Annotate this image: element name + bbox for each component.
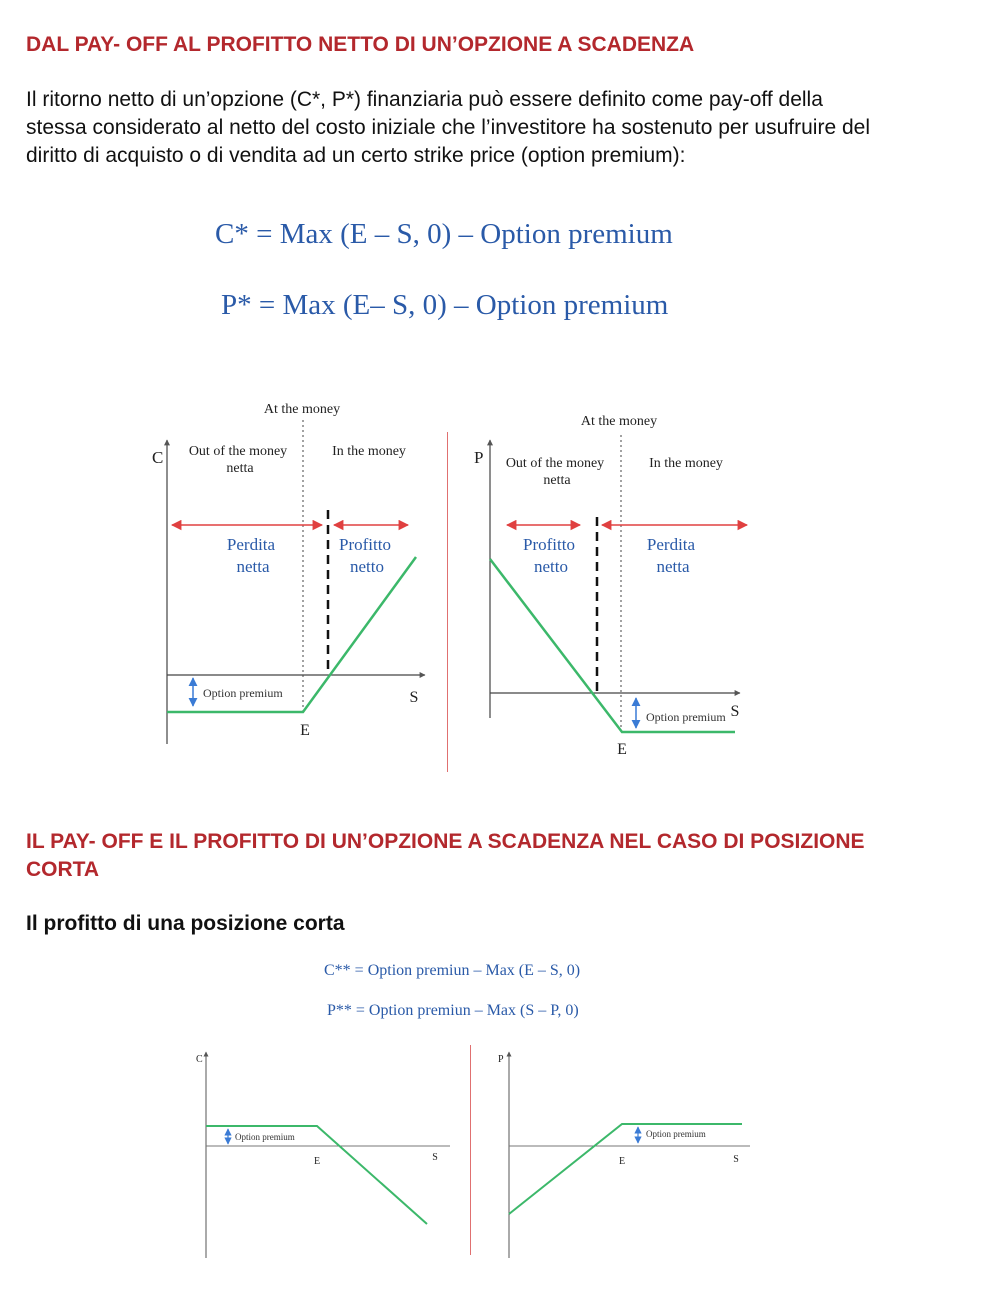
- otm-label-2: netta: [543, 473, 571, 488]
- loss-label: Perdita: [226, 535, 276, 554]
- axis-x-label: S: [730, 703, 740, 720]
- chart-put-long: [0, 380, 1000, 820]
- profit-label-2: netto: [534, 557, 568, 576]
- chart-put-short: [0, 1040, 1000, 1290]
- section-title-long: DAL PAY- OFF AL PROFITTO NETTO DI UN’OPZIONE A SCADENZA: [26, 33, 695, 56]
- formula-call-long: C* = Max (E – S, 0) – Option premium: [215, 218, 673, 250]
- payoff-line: [509, 1124, 742, 1214]
- profit-label-2: netto: [350, 557, 384, 576]
- itm-label: In the money: [649, 456, 723, 471]
- strike-label: E: [617, 741, 627, 758]
- strike-label: E: [618, 1156, 626, 1167]
- intro-line: stessa considerato al netto del costo iniziale che l’investitore ha sostenuto per usufruire del: [26, 116, 870, 139]
- subsection-title: Il profitto di una posizione corta: [26, 912, 345, 935]
- axis-y-label: P: [498, 1054, 504, 1065]
- loss-label-2: netta: [656, 557, 690, 576]
- premium-label: Option premium: [203, 686, 283, 700]
- intro-line: diritto di acquisto o di vendita ad un certo strike price (option premium):: [26, 144, 686, 167]
- section-title-line: IL PAY- OFF E IL PROFITTO DI UN’OPZIONE A SCADENZA NEL CASO DI POSIZIONE: [26, 830, 865, 853]
- section-title-short: [26, 828, 986, 884]
- loss-label: Perdita: [646, 535, 696, 554]
- otm-label: Out of the money: [188, 444, 288, 459]
- section-title-line: CORTA: [26, 858, 100, 881]
- axis-y-label: C: [152, 448, 164, 467]
- premium-label: Option premium: [646, 710, 726, 724]
- payoff-line: [490, 559, 735, 732]
- loss-label-2: netta: [236, 557, 270, 576]
- profit-label: Profitto: [339, 535, 391, 554]
- premium-label: Option premium: [646, 1129, 706, 1139]
- formula-put-short: P** = Option premiun – Max (S – P, 0): [327, 1002, 579, 1019]
- otm-label-2: netta: [226, 461, 254, 476]
- formula-put-long: P* = Max (E– S, 0) – Option premium: [221, 289, 669, 321]
- axis-x-label: S: [733, 1154, 739, 1165]
- at-the-money-label: At the money: [263, 402, 341, 417]
- formula-call-short: C** = Option premiun – Max (E – S, 0): [324, 962, 581, 979]
- premium-label: Option premium: [235, 1132, 295, 1142]
- profit-label: Profitto: [523, 535, 575, 554]
- at-the-money-label: At the money: [580, 414, 658, 429]
- itm-label: In the money: [332, 444, 406, 459]
- strike-label: E: [300, 722, 310, 739]
- strike-label: E: [313, 1156, 321, 1167]
- axis-y-label: C: [196, 1054, 203, 1065]
- axis-y-label: P: [474, 448, 484, 467]
- otm-label: Out of the money: [505, 456, 605, 471]
- axis-x-label: S: [409, 689, 419, 706]
- axis-x-label: S: [432, 1152, 438, 1163]
- intro-line: Il ritorno netto di un’opzione (C*, P*) finanziaria può essere definito come pay-off della: [26, 88, 823, 111]
- intro-paragraph: [26, 86, 971, 170]
